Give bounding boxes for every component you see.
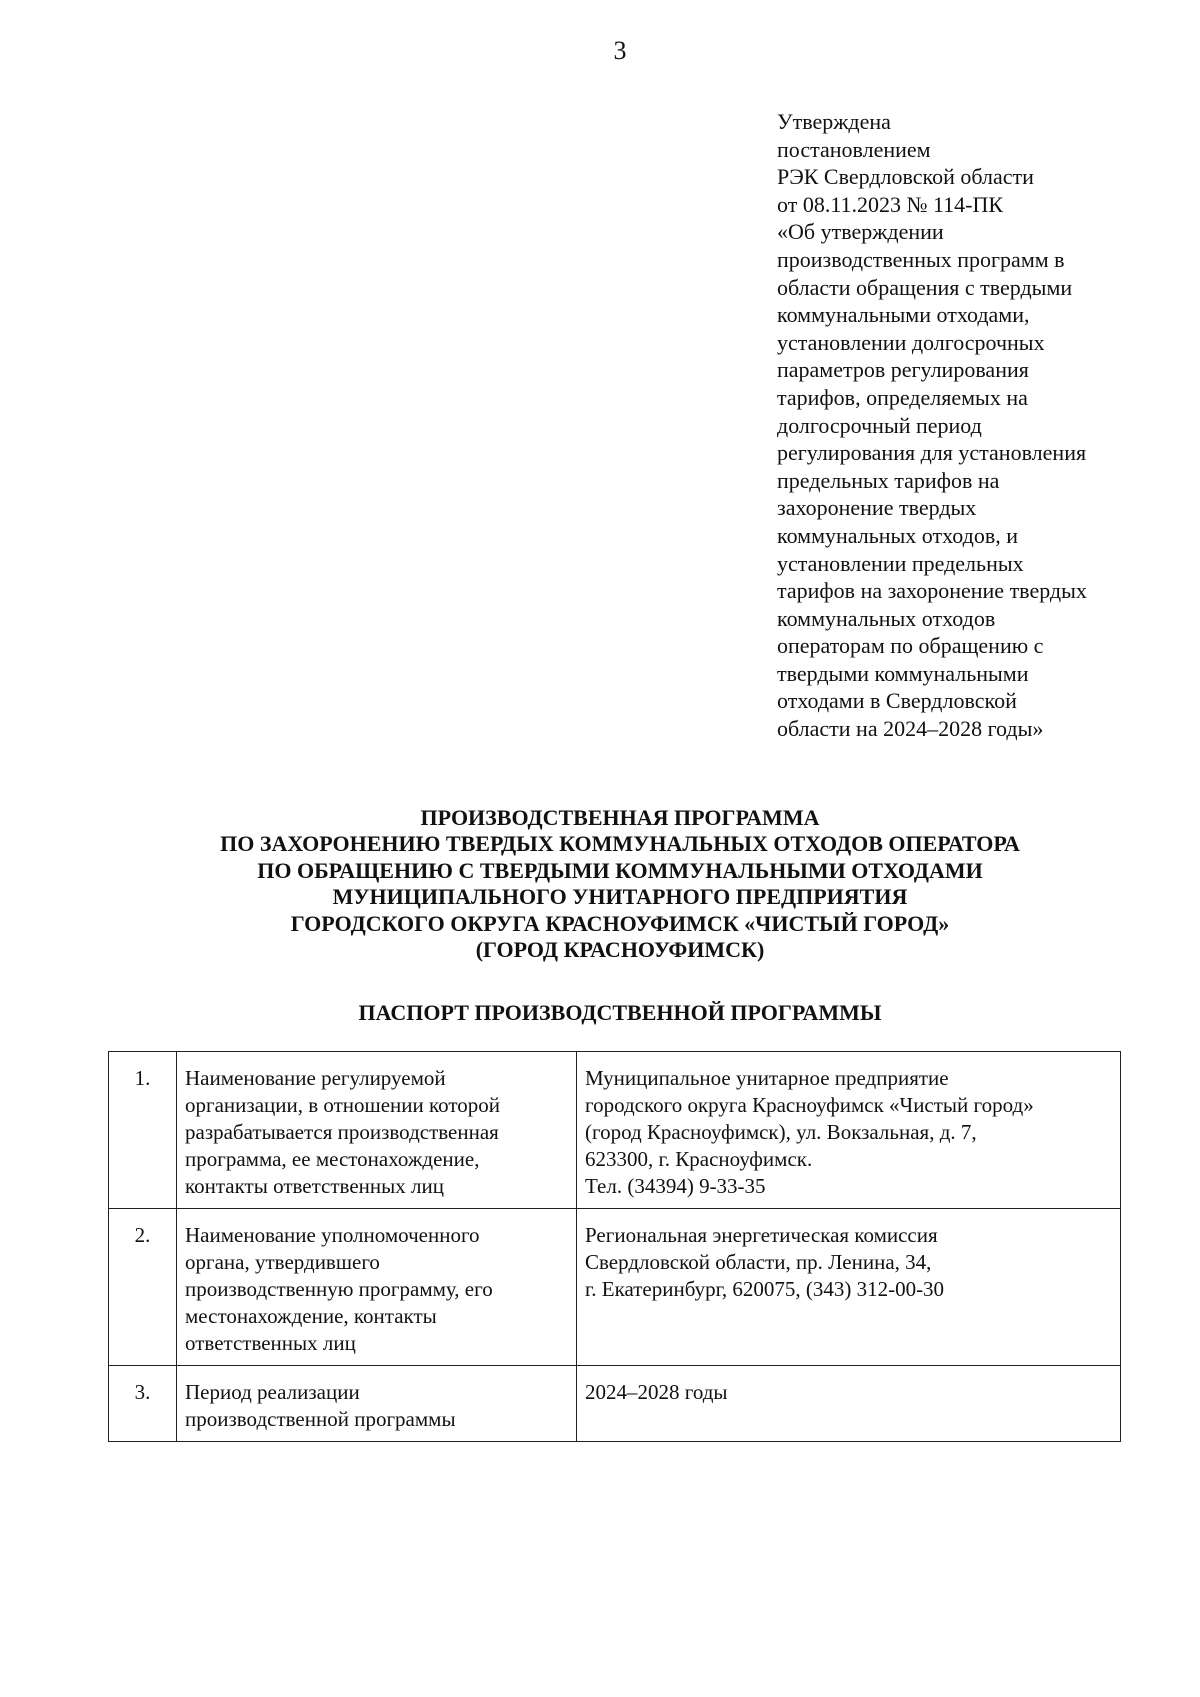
approval-line: «Об утверждении <box>777 219 944 245</box>
title-line: ПРОИЗВОДСТВЕННАЯ ПРОГРАММА <box>420 805 820 830</box>
label-line: производственную программу, его <box>185 1277 493 1301</box>
approval-line: коммунальных отходов, и <box>777 522 1019 548</box>
approval-line: параметров регулирования <box>777 357 1029 383</box>
approval-line: отходами в Свердловской <box>777 688 1017 714</box>
title-line: ГОРОДСКОГО ОКРУГА КРАСНОУФИМСК «ЧИСТЫЙ ГОРОД» <box>290 910 950 936</box>
label-line: организации, в отношении которой <box>185 1093 500 1117</box>
approval-line: производственных программ в <box>777 246 1065 272</box>
approval-line: тарифов на захоронение твердых <box>777 578 1087 604</box>
label-line: контакты ответственных лиц <box>185 1174 444 1198</box>
page-number: 3 <box>613 36 627 65</box>
value-line: г. Екатеринбург, 620075, (343) 312-00-30 <box>585 1277 945 1301</box>
row-value <box>577 1209 1121 1366</box>
approval-line: операторам по обращению с <box>777 633 1044 659</box>
approval-line: тарифов, определяемых на <box>777 384 1028 410</box>
label-line: программа, ее местонахождение, <box>185 1147 480 1171</box>
approval-line: регулирования для установления <box>777 440 1087 466</box>
row-value <box>577 1366 1121 1442</box>
title-line: ПО ЗАХОРОНЕНИЮ ТВЕРДЫХ КОММУНАЛЬНЫХ ОТХОДОВ ОПЕРАТОРА <box>220 831 1020 857</box>
approval-line: установлении долгосрочных <box>777 329 1045 355</box>
table-row <box>109 1366 1121 1442</box>
approval-line: захоронение твердых <box>777 495 977 521</box>
row-label <box>177 1366 577 1442</box>
document-title <box>100 805 1140 963</box>
passport-table <box>108 1051 1121 1442</box>
value-line: Муниципальное унитарное предприятие <box>585 1066 949 1090</box>
label-line: Наименование регулируемой <box>185 1066 446 1090</box>
approval-block <box>777 108 1167 743</box>
row-number: 3. <box>109 1366 177 1442</box>
row-number: 2. <box>109 1209 177 1366</box>
label-line: производственной программы <box>185 1407 456 1431</box>
value-line: 623300, г. Красноуфимск. <box>585 1147 813 1171</box>
section-heading: ПАСПОРТ ПРОИЗВОДСТВЕННОЙ ПРОГРАММЫ <box>358 1000 882 1025</box>
value-line: Свердловской области, пр. Ленина, 34, <box>585 1250 932 1274</box>
approval-line: РЭК Свердловской области <box>777 164 1034 190</box>
approval-line: долгосрочный период <box>777 412 982 438</box>
approval-line: коммунальными отходами, <box>777 302 1030 328</box>
approval-line: твердыми коммунальными <box>777 660 1029 686</box>
approval-line: области обращения с твердыми <box>777 274 1073 300</box>
row-label <box>177 1209 577 1366</box>
approval-line: коммунальных отходов <box>777 605 996 631</box>
value-line: Тел. (34394) 9-33-35 <box>585 1174 766 1198</box>
title-line: МУНИЦИПАЛЬНОГО УНИТАРНОГО ПРЕДПРИЯТИЯ <box>332 884 908 910</box>
approval-line: от 08.11.2023 № 114-ПК <box>777 191 1004 217</box>
approval-line: Утверждена <box>777 109 891 134</box>
title-line: ПО ОБРАЩЕНИЮ С ТВЕРДЫМИ КОММУНАЛЬНЫМИ ОТХОДАМИ <box>257 857 983 883</box>
label-line: ответственных лиц <box>185 1331 356 1355</box>
table-row <box>109 1052 1121 1209</box>
label-line: местонахождение, контакты <box>185 1304 437 1328</box>
approval-line: области на 2024–2028 годы» <box>777 716 1044 742</box>
row-value <box>577 1052 1121 1209</box>
value-line: Региональная энергетическая комиссия <box>585 1223 938 1247</box>
value-line: 2024–2028 годы <box>585 1380 728 1404</box>
approval-line: установлении предельных <box>777 550 1024 576</box>
value-line: (город Красноуфимск), ул. Вокзальная, д. 7, <box>585 1120 977 1144</box>
approval-line: предельных тарифов на <box>777 467 1000 493</box>
value-line: городского округа Красноуфимск «Чистый город» <box>585 1093 1034 1117</box>
label-line: разрабатывается производственная <box>185 1120 499 1144</box>
title-line: (ГОРОД КРАСНОУФИМСК) <box>475 937 765 963</box>
row-number: 1. <box>109 1052 177 1209</box>
approval-line: постановлением <box>777 136 931 162</box>
row-label <box>177 1052 577 1209</box>
table-row <box>109 1209 1121 1366</box>
label-line: органа, утвердившего <box>185 1250 380 1274</box>
label-line: Период реализации <box>185 1380 360 1404</box>
label-line: Наименование уполномоченного <box>185 1223 480 1247</box>
